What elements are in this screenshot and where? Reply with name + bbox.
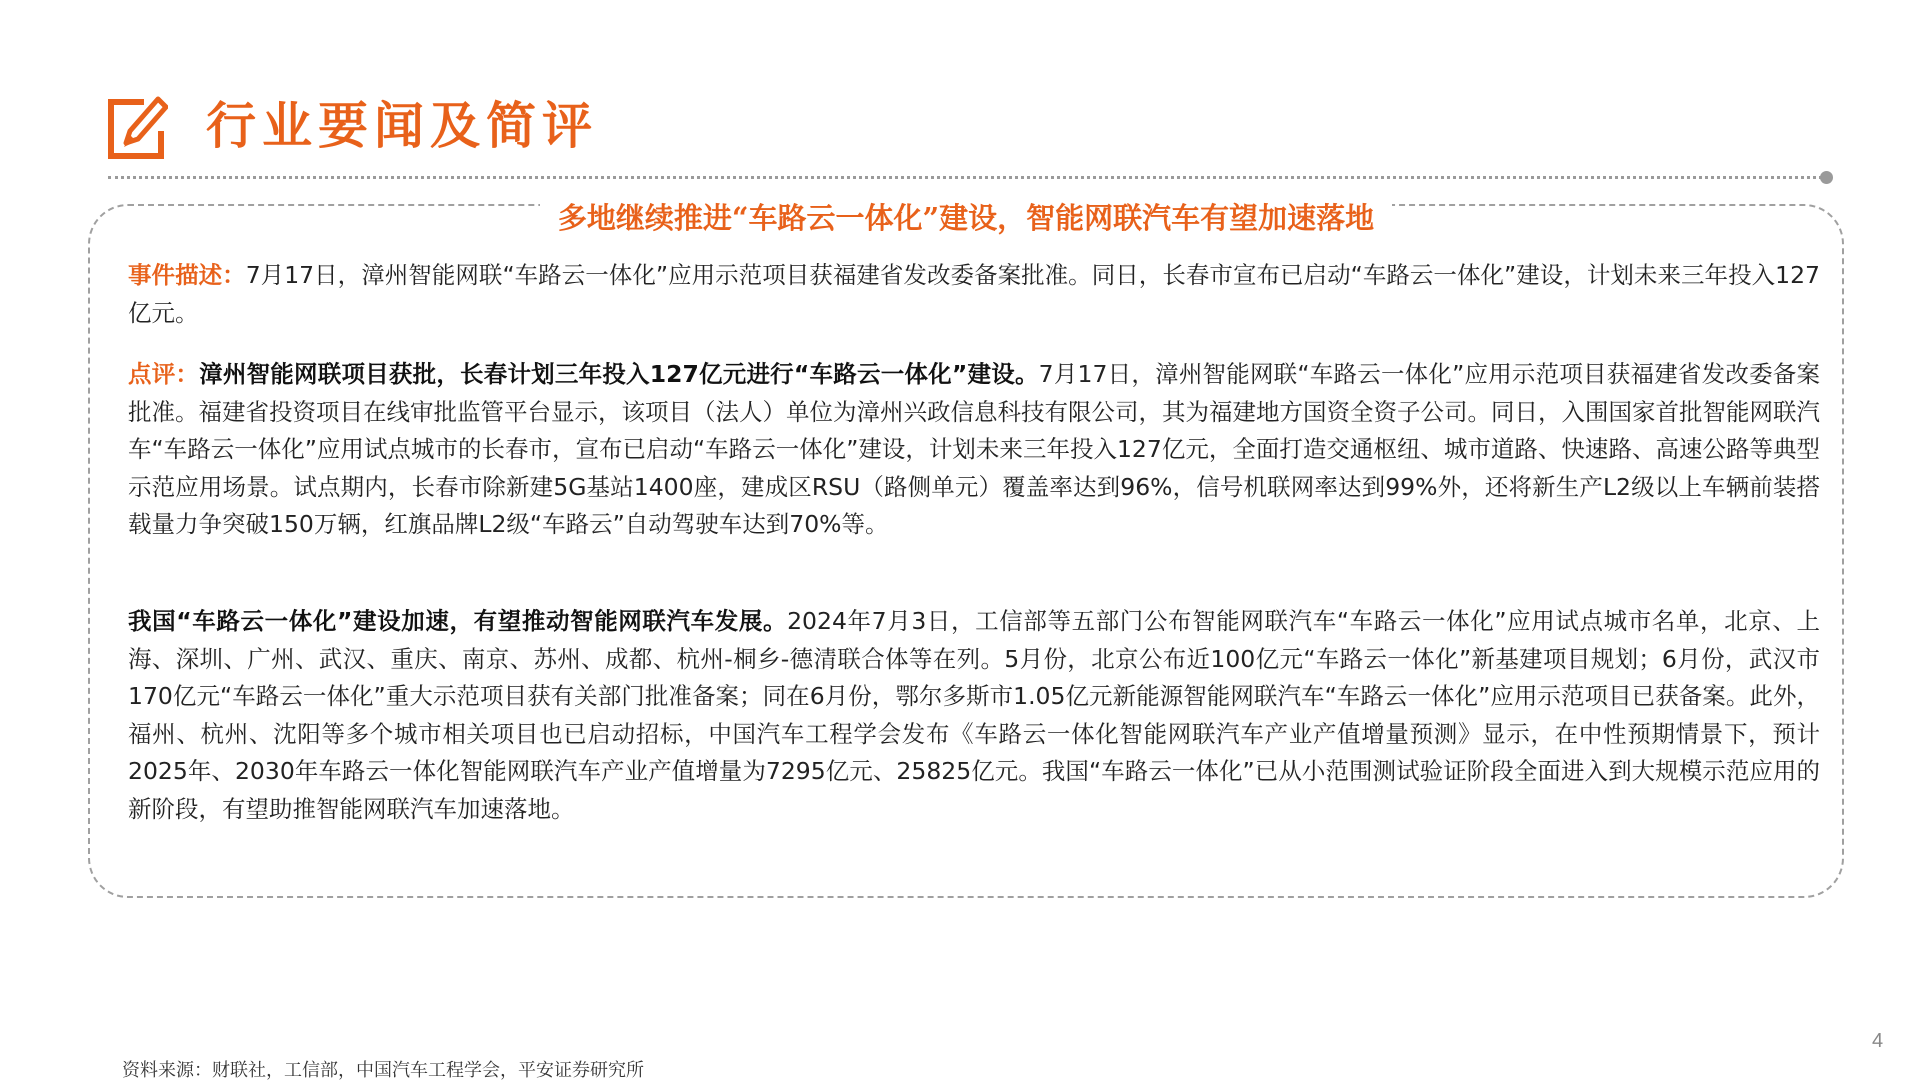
event-description-paragraph bbox=[128, 257, 1820, 332]
comment-lead: 漳州智能网联项目获批，长春计划三年投入127亿元进行“车路云一体化”建设。 bbox=[199, 360, 1039, 388]
pencil-note-icon bbox=[104, 91, 168, 161]
header-divider bbox=[108, 176, 1828, 179]
trend-text: 2024年7月3日，工信部等五部门公布智能网联汽车“车路云一体化”应用试点城市名单，北京、上海、深圳、广州、武汉、重庆、南京、苏州、成都、杭州-桐乡-德清联合体等在列。5月份，北京公布近100亿元“车路云一体化”新基建项目规划；6月份，武汉市170亿元“车路云一体化”重大示范项目获有关部门批准备案；同在6月份，鄂尔多斯市1.05亿元新能源智能网联汽车“车路云一体化”应用示范项目已获备案。此外，福州、杭州、沈阳等多个城市相关项目也已启动招标，中国汽车工程学会发布《车路云一体化智能网联汽车产业产值增量预测》显示，在中性预期情景下，预计2025年、2030年车路云一体化智能网联汽车产业产值增量为7295亿元、25825亿元。我国“车路云一体化”已从小范围测试验证阶段全面进入到大规模示范应用的新阶段，有望助推智能网联汽车加速落地。 bbox=[128, 607, 1820, 823]
section-title: 行业要闻及简评 bbox=[206, 96, 598, 155]
trend-paragraph bbox=[128, 603, 1820, 828]
source-note: 资料来源：财联社，工信部，中国汽车工程学会，平安证券研究所 bbox=[122, 1060, 644, 1080]
divider-end-dot bbox=[1820, 171, 1833, 184]
comment-label: 点评： bbox=[128, 360, 200, 388]
news-heading-text: 多地继续推进“车路云一体化”建设，智能网联汽车有望加速落地 bbox=[540, 201, 1392, 235]
section-header bbox=[104, 88, 598, 164]
comment-paragraph bbox=[128, 356, 1820, 544]
news-heading bbox=[0, 196, 1920, 237]
event-label: 事件描述： bbox=[128, 261, 246, 289]
page-number: 4 bbox=[1872, 1030, 1884, 1052]
event-text: 7月17日，漳州智能网联“车路云一体化”应用示范项目获福建省发改委备案批准。同日，长春市宣布已启动“车路云一体化”建设，计划未来三年投入127亿元。 bbox=[128, 261, 1821, 327]
trend-lead: 我国“车路云一体化”建设加速，有望推动智能网联汽车发展。 bbox=[128, 607, 788, 635]
comment-text: 7月17日，漳州智能网联“车路云一体化”应用示范项目获福建省发改委备案批准。福建省投资项目在线审批监管平台显示，该项目（法人）单位为漳州兴政信息科技有限公司，其为福建地方国资全资子公司。同日，入围国家首批智能网联汽车“车路云一体化”应用试点城市的长春市，宣布已启动“车路云一体化”建设，计划未来三年投入127亿元，全面打造交通枢纽、城市道路、快速路、高速公路等典型示范应用场景。试点期内，长春市除新建5G基站1400座，建成区RSU（路侧单元）覆盖率达到96%，信号机联网率达到99%外，还将新生产L2级以上车辆前装搭载量力争突破150万辆，红旗品牌L2级“车路云”自动驾驶车达到70%等。 bbox=[128, 360, 1821, 538]
